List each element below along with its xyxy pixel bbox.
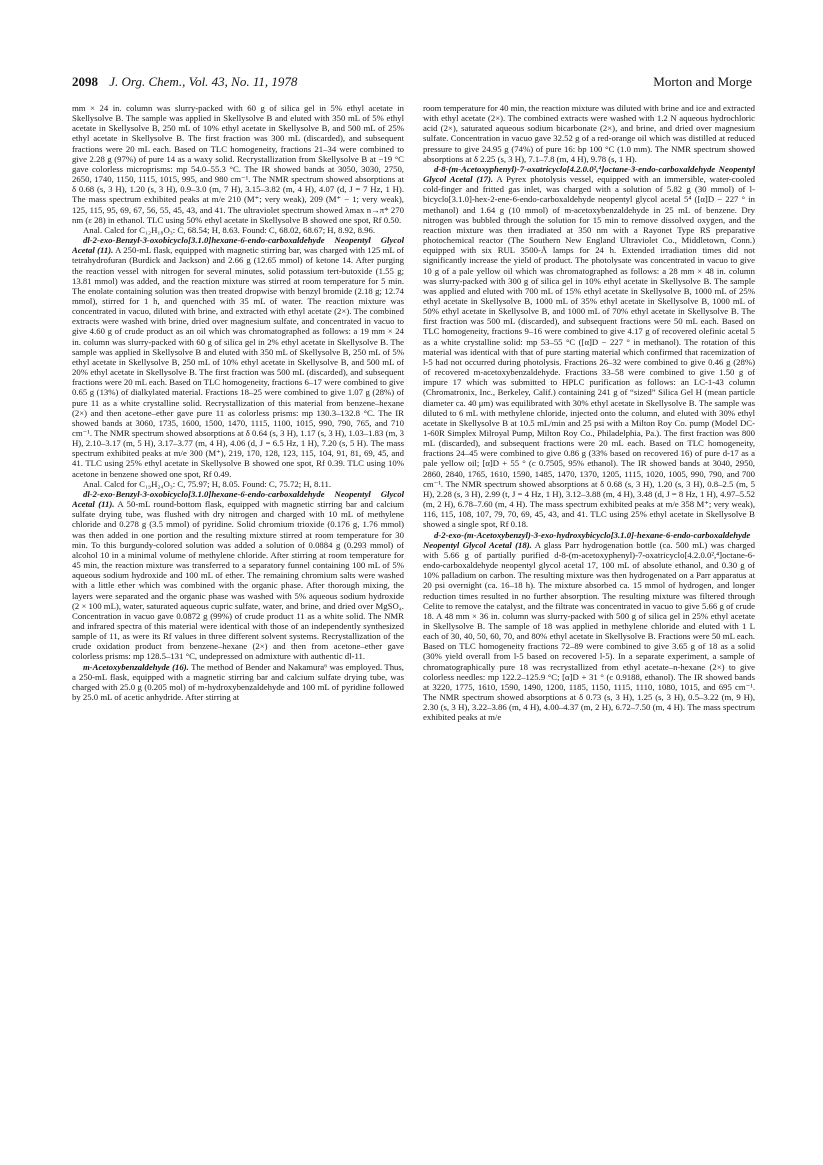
running-header — [72, 74, 752, 94]
page-number: 2098 — [72, 74, 98, 89]
paragraph — [423, 103, 755, 164]
running-authors: Morton and Morge — [653, 74, 752, 89]
paragraph — [72, 225, 404, 235]
paragraph-title: d-8-(m-Acetoxyphenyl)-7-oxatricyclo[4.2.0.0²,⁴]octane-3-endo-carboxaldehyde Neopentyl Glycol Acetal (17). — [423, 163, 755, 185]
paragraph — [72, 235, 404, 479]
paragraph — [72, 489, 404, 662]
right-column — [423, 103, 755, 1153]
paragraph-title: dl-2-exo-Benzyl-3-oxobicyclo[3.1.0]hexane-6-endo-carboxaldehyde Neopentyl Glycol Acetal (11). — [72, 488, 404, 510]
paragraph — [72, 103, 404, 225]
paragraph-text: mm × 24 in. column was slurry-packed with 60 g of silica gel in 5% ethyl acetate in Skellysolve B. The sample was applied in Skellysolve B and eluted with 350 mL of 5% ethyl acetate in Skellysolve B, 250 mL of 10% ethyl acetate in Skellysolve B, and 500 mL of 25% ethyl acetate in Skellysolve B. The first fraction was 300 mL (discarded), and subsequent fractions were 20 mL each. Based on TLC homogeneity, fractions 21–34 were combined to give 2.28 g (97%) of pure 14 as a waxy solid. Recrystallization from Skellysolve B at −19 °C gave colorless microprisms: mp 54.0–55.3 °C. The IR showed bands at 3050, 3030, 2750, 2650, 1740, 1150, 1115, 1015, 995, and 980 cm⁻¹. The NMR spectrum showed absorptions at δ 0.68 (s, 3 H), 1.20 (s, 3 H), 0.9–3.0 (m, 7 H), 3.15–3.82 (m, 4 H), 4.07 (d, J = 7 Hz, 1 H). The mass spectrum exhibited peaks at m/e 210 (M⁺; very weak), 209 (M⁺ − 1; very weak), 125, 115, 95, 69, 67, 56, 55, 45, 43, and 41. The ultraviolet spectrum showed λmax n→π* 270 nm (ε 28) in ethanol. TLC using 50% ethyl acetate in Skellysolve B showed one spot, Rf 0.50. — [72, 103, 404, 225]
header-left — [72, 74, 297, 90]
paragraph-text: Anal. Calcd for C₁₂H₁₈O₃: C, 68.54; H, 8.63. Found: C, 68.02, 68.67; H, 8.92, 8.96. — [83, 224, 376, 235]
paragraph-title: dl-2-exo-Benzyl-3-oxobicyclo[3.1.0]hexane-6-endo-carboxaldehyde Neopentyl Glycol Acetal (11). — [72, 235, 404, 256]
paragraph — [423, 530, 755, 723]
paragraph-text: A 250-mL flask, equipped with magnetic stirring bar, was charged with 125 mL of tetrahydrofuran (Burdick and Jackson) and 2.66 g (12.65 mmol) of ketone 14. After purging the reaction vessel with nitrogen for several minutes, solid potassium tert-butoxide (1.55 g; 13.81 mmol) was added, and the reaction mixture was stirred at room temperature for 5 min. The enolate containing solution was then treated dropwise with benzyl bromide (2.18 g; 12.74 mmol), stirred for 1 h, and quenched with 35 mL of water. The reaction mixture was concentrated in vacuo, diluted with brine, and extracted with ethyl acetate (2×). The combined extracts were washed with brine, dried over magnesium sulfate, and concentrated in vacuo to give 4.60 g of crude product as an oil which was chromatographed as follows: a 19 mm × 24 in. column was slurry-packed with 60 g of silica gel in 2% ethyl acetate in Skellysolve B. The sample was applied in Skellysolve B and eluted with 350 mL of Skellysolve B, 250 mL of 5% ethyl acetate in Skellysolve B, 250 mL of 10% ethyl acetate in Skellysolve B, and 500 mL of 20% ethyl acetate in Skellysolve B. The first fraction was 500 mL (discarded), and subsequent fractions were 20 mL each. Based on TLC homogeneity, fractions 6–17 were combined to give 0.65 g (13%) of dialkylated material. Fractions 18–25 were combined to give 1.07 g (28%) of pure 11 as a white crystalline solid. Recrystallization of this material from benzene–hexane (2×) and then acetone–ether gave pure 11 as colorless prisms: mp 130.3–132.8 °C. The IR showed bands at 3060, 1735, 1600, 1500, 1470, 1115, 1100, 1015, 990, 790, 765, and 710 cm⁻¹. The NMR spectrum showed absorptions at δ 0.64 (s, 3 H), 1.17 (s, 3 H), 1.03–1.83 (m, 3 H), 2.10–3.17 (m, 5 H), 3.17–3.77 (m, 4 H), 4.06 (d, J = 6.5 Hz, 1 H), 7.20 (s, 5 H). The mass spectrum exhibited peaks at m/e 300 (M⁺), 219, 170, 128, 123, 115, 104, 91, 81, 69, 45, and 41. TLC using 25% ethyl acetate in Skellysolve B showed one spot, Rf 0.39. TLC using 10% acetone in benzene showed one spot, Rf 0.49. — [72, 245, 404, 479]
paragraph — [72, 662, 404, 703]
paragraph-title: d-2-exo-(m-Acetoxybenzyl)-3-exo-hydroxybicyclo[3.1.0]-hexane-6-endo-carboxaldehyde Neopentyl Glycol Acetal (18). — [423, 529, 751, 550]
paragraph — [72, 479, 404, 489]
paragraph — [423, 164, 755, 530]
paragraph-text: room temperature for 40 min, the reaction mixture was diluted with brine and ice and extracted with ethyl acetate (2×). The combined extracts were washed with 1.2 N aqueous hydrochloric acid (2×), saturated aqueous sodium bicarbonate (2×), and brine, and dried over magnesium sulfate. Concentration in vacuo gave 32.52 g of a red-orange oil which was distilled at reduced pressure to give 24.95 g (74%) of pure 16: bp 100 °C (1.0 mm). The NMR spectrum showed absorptions at δ 2.25 (s, 3 H), 7.1–7.8 (m, 4 H), 9.78 (s, 1 H). — [423, 103, 755, 164]
paragraph-text: A Pyrex photolysis vessel, equipped with an immersible, water-cooled cold-finger and fritted gas inlet, was charged with a solution of 5.82 g (30 mmol) of l-bicyclo[3.1.0]-hex-2-ene-6-endo-carboxaldehyde neopentyl glycol acetal 5⁴ ([α]D − 227 ° in methanol) and 1.64 g (10 mmol) of m-acetoxybenzaldehyde in 25 mL of benzene. Dry nitrogen was bubbled through the solution for 15 min to remove dissolved oxygen, and the reaction mixture was then irradiated at 350 nm with a Rayonet Type RS preparative photochemical reactor (The Southern New England Ultraviolet Co., Middletown, Conn.) equipped with six RUL 3500-Å lamps for 24 h. Extended irradiation times did not significantly increase the yield of product. The photolysate was concentrated in vacuo to give 10 g of a pale yellow oil which was chromatographed as follows: a 28 mm × 48 in. column was slurry-packed with 300 g of silica gel in 10% ethyl acetate in Skellysolve B. The sample was applied and eluted with 700 mL of 15% ethyl acetate in Skellysolve B, 1000 mL of 25% ethyl acetate in Skellysolve B, 1000 mL of 35% ethyl acetate in Skellysolve B, 1000 mL of 50% ethyl acetate in Skellysolve B, and 1000 mL of 70% ethyl acetate in Skellysolve B. The first fraction was 500 mL (discarded), and subsequent fractions were 50 mL each. Based on TLC homogeneity, fractions 9–16 were combined to give 4.17 g of recovered olefinic acetal 5 as a white crystalline solid: mp 53–55 °C ([α]D − 227 ° in methanol). The rotation of this material was identical with that of pure starting material which confirmed that racemization of l-5 had not occurred during photolysis. Fractions 26–32 were combined to give 0.46 g (28%) of recovered m-acetoxybenzaldehyde. Fractions 33–58 were combined to give 1.50 g of impure 17 which was submitted to HPLC purification as follows: an LC-1-43 column (Chromatronix, Inc., Berkeley, Calif.) containing 241 g of “sized” Silica Gel H (mean particle diameter ca. 40 μm) was equilibrated with 30% ethyl acetate in Skellysolve B. The sample was diluted to 6 mL with methylene chloride, injected onto the column, and eluted with 30% ethyl acetate in Skellysolve B at 10.5 mL/min and 25 psi with a Milton Roy Co. pump (Model DC-1-60R Simplex Milroyal Pump, Milton Roy Co., Philadelphia, Pa.). The first fraction was 800 mL (discarded), and subsequent fractions were 20 mL each. Based on TLC homogeneity, fractions 24–45 were combined to give 0.86 g (33% based on recovered 16) of pure d-17 as a pale yellow oil; [α]D + 55 ° (c 0.7505, 95% ethanol). The IR showed bands at 3040, 2950, 2860, 2840, 1765, 1610, 1590, 1485, 1470, 1370, 1205, 1115, 1020, 1005, 990, 790, and 700 cm⁻¹. The NMR spectrum showed absorptions at δ 0.68 (s, 3 H), 1.20 (s, 3 H), 0.8–2.5 (m, 5 H), 2.28 (s, 3 H), 2.99 (t, J = 4 Hz, 1 H), 3.12–3.88 (m, 4 H), 3.48 (d, J = 8 Hz, 1 H), 4.97–5.52 (m, 2 H), 6.78–7.60 (m, 4 H). The mass spectrum exhibited peaks at m/e 358 M⁺; very weak), 116, 115, 108, 107, 79, 70, 69, 45, 43, and 41. TLC using 25% ethyl acetate in Skellysolve B showed a single spot, Rf 0.18. — [423, 174, 755, 530]
paragraph-text: A glass Parr hydrogenation bottle (ca. 500 mL) was charged with 5.66 g of partially purified d-8-(m-acetoxyphenyl)-7-oxatricyclo[4.2.0.0²,⁴]octane-6-endo-carboxaldehyde neopentyl glycol acetal 17, 100 mL of absolute ethanol, and 0.30 g of 10% palladium on carbon. The resulting mixture was then hydrogenated on a Parr apparatus at 20 psi overnight (ca. 16–18 h). The mixture absorbed ca. 15 mmol of hydrogen, and longer reduction times resulted in no further absorption. The resulting mixture was filtered through Celite to remove the catalyst, and the filtrate was concentrated in vacuo to give 5.66 g of crude 18. A 48 mm × 36 in. column was slurry-packed with 500 g of silica gel in 25% ethyl acetate in Skellysolve B. The sample of 18 was applied in methylene chloride and eluted with 1 L each of 30, 40, 50, 60, 70, and 80% ethyl acetate in Skellysolve B. Fractions were 50 mL each. Based on TLC homogeneity fractions 72–89 were combined to give 3.65 g of 18 as a solid (30% yield overall from l-5 based on recovered l-5). In a separate experiment, a sample of chromatographically pure 18 was recrystallized from ethyl acetate–n-hexane (2×) to give colorless needles: mp 122.2–125.9 °C; [α]D + 31 ° (c 0.9188, ethanol). The IR showed bands at 3220, 1775, 1610, 1590, 1490, 1200, 1185, 1150, 1115, 1110, 1080, 1015, and 695 cm⁻¹. The NMR spectrum showed absorptions at δ 0.73 (s, 3 H), 1.25 (s, 3 H), 0.5–3.22 (m, 9 H), 2.30 (s, 3 H), 3.22–3.86 (m, 4 H), 4.00–4.37 (m, 2 H), 6.72–7.50 (m, 4 H). The mass spectrum exhibited peaks at m/e — [423, 539, 755, 723]
paragraph-title: m-Acetoxybenzaldehyde (16). — [83, 661, 189, 672]
paragraph-text: Anal. Calcd for C₁₉H₂₄O₃: C, 75.97; H, 8.05. Found: C, 75.72; H, 8.11. — [83, 478, 332, 489]
paragraph-text: The method of Bender and Nakamura⁶ was employed. Thus, a 250-mL flask, equipped with a magnetic stirring bar and calcium sulfate drying tube, was charged with 25.0 g (0.205 mol) of m-hydroxybenzaldehyde and 100 mL of pyridine followed by 25.0 mL of acetic anhydride. After stirring at — [72, 661, 404, 703]
left-column — [72, 103, 404, 1153]
journal-citation: J. Org. Chem., Vol. 43, No. 11, 1978 — [109, 74, 298, 89]
paragraph-text: A 50-mL round-bottom flask, equipped with magnetic stirring bar and calcium sulfate drying tube, was flushed with dry nitrogen and charged with 10 mL of methylene chloride and 0.278 g (3.5 mmol) of pyridine. Solid chromium trioxide (0.176 g, 1.76 mmol) was then added in one portion and the resulting mixture stirred at room temperature for 30 min. To this burgundy-colored solution was added a solution of 0.0884 g (0.293 mmol) of alcohol 10 in a minimal volume of methylene chloride. After stirring at room temperature for 45 min, the reaction mixture was transferred to a separatory funnel containing 100 mL of 5% aqueous sodium hydroxide and 100 mL of ether. The remaining chromium salts were washed with a little ether which was combined with the organic phase. After thorough mixing, the layers were separated and the organic phase was washed with 5% aqueous sodium hydroxide (2 × 100 mL), water, saturated aqueous cupric sulfate, water, and brine, and dried over MgSO₄. Concentration in vacuo gave 0.0872 g (99%) of crude product 11 as a white solid. The NMR and infrared spectra of this material were identical with those of an independently synthesized sample of 11, as were its Rf values in three different solvent systems. Recrystallization of the crude oxidation product from benzene–hexane (2×) and then from acetone–ether gave colorless prisms: mp 128.5–131 °C, undepressed on admixture with authentic dl-11. — [72, 499, 404, 662]
